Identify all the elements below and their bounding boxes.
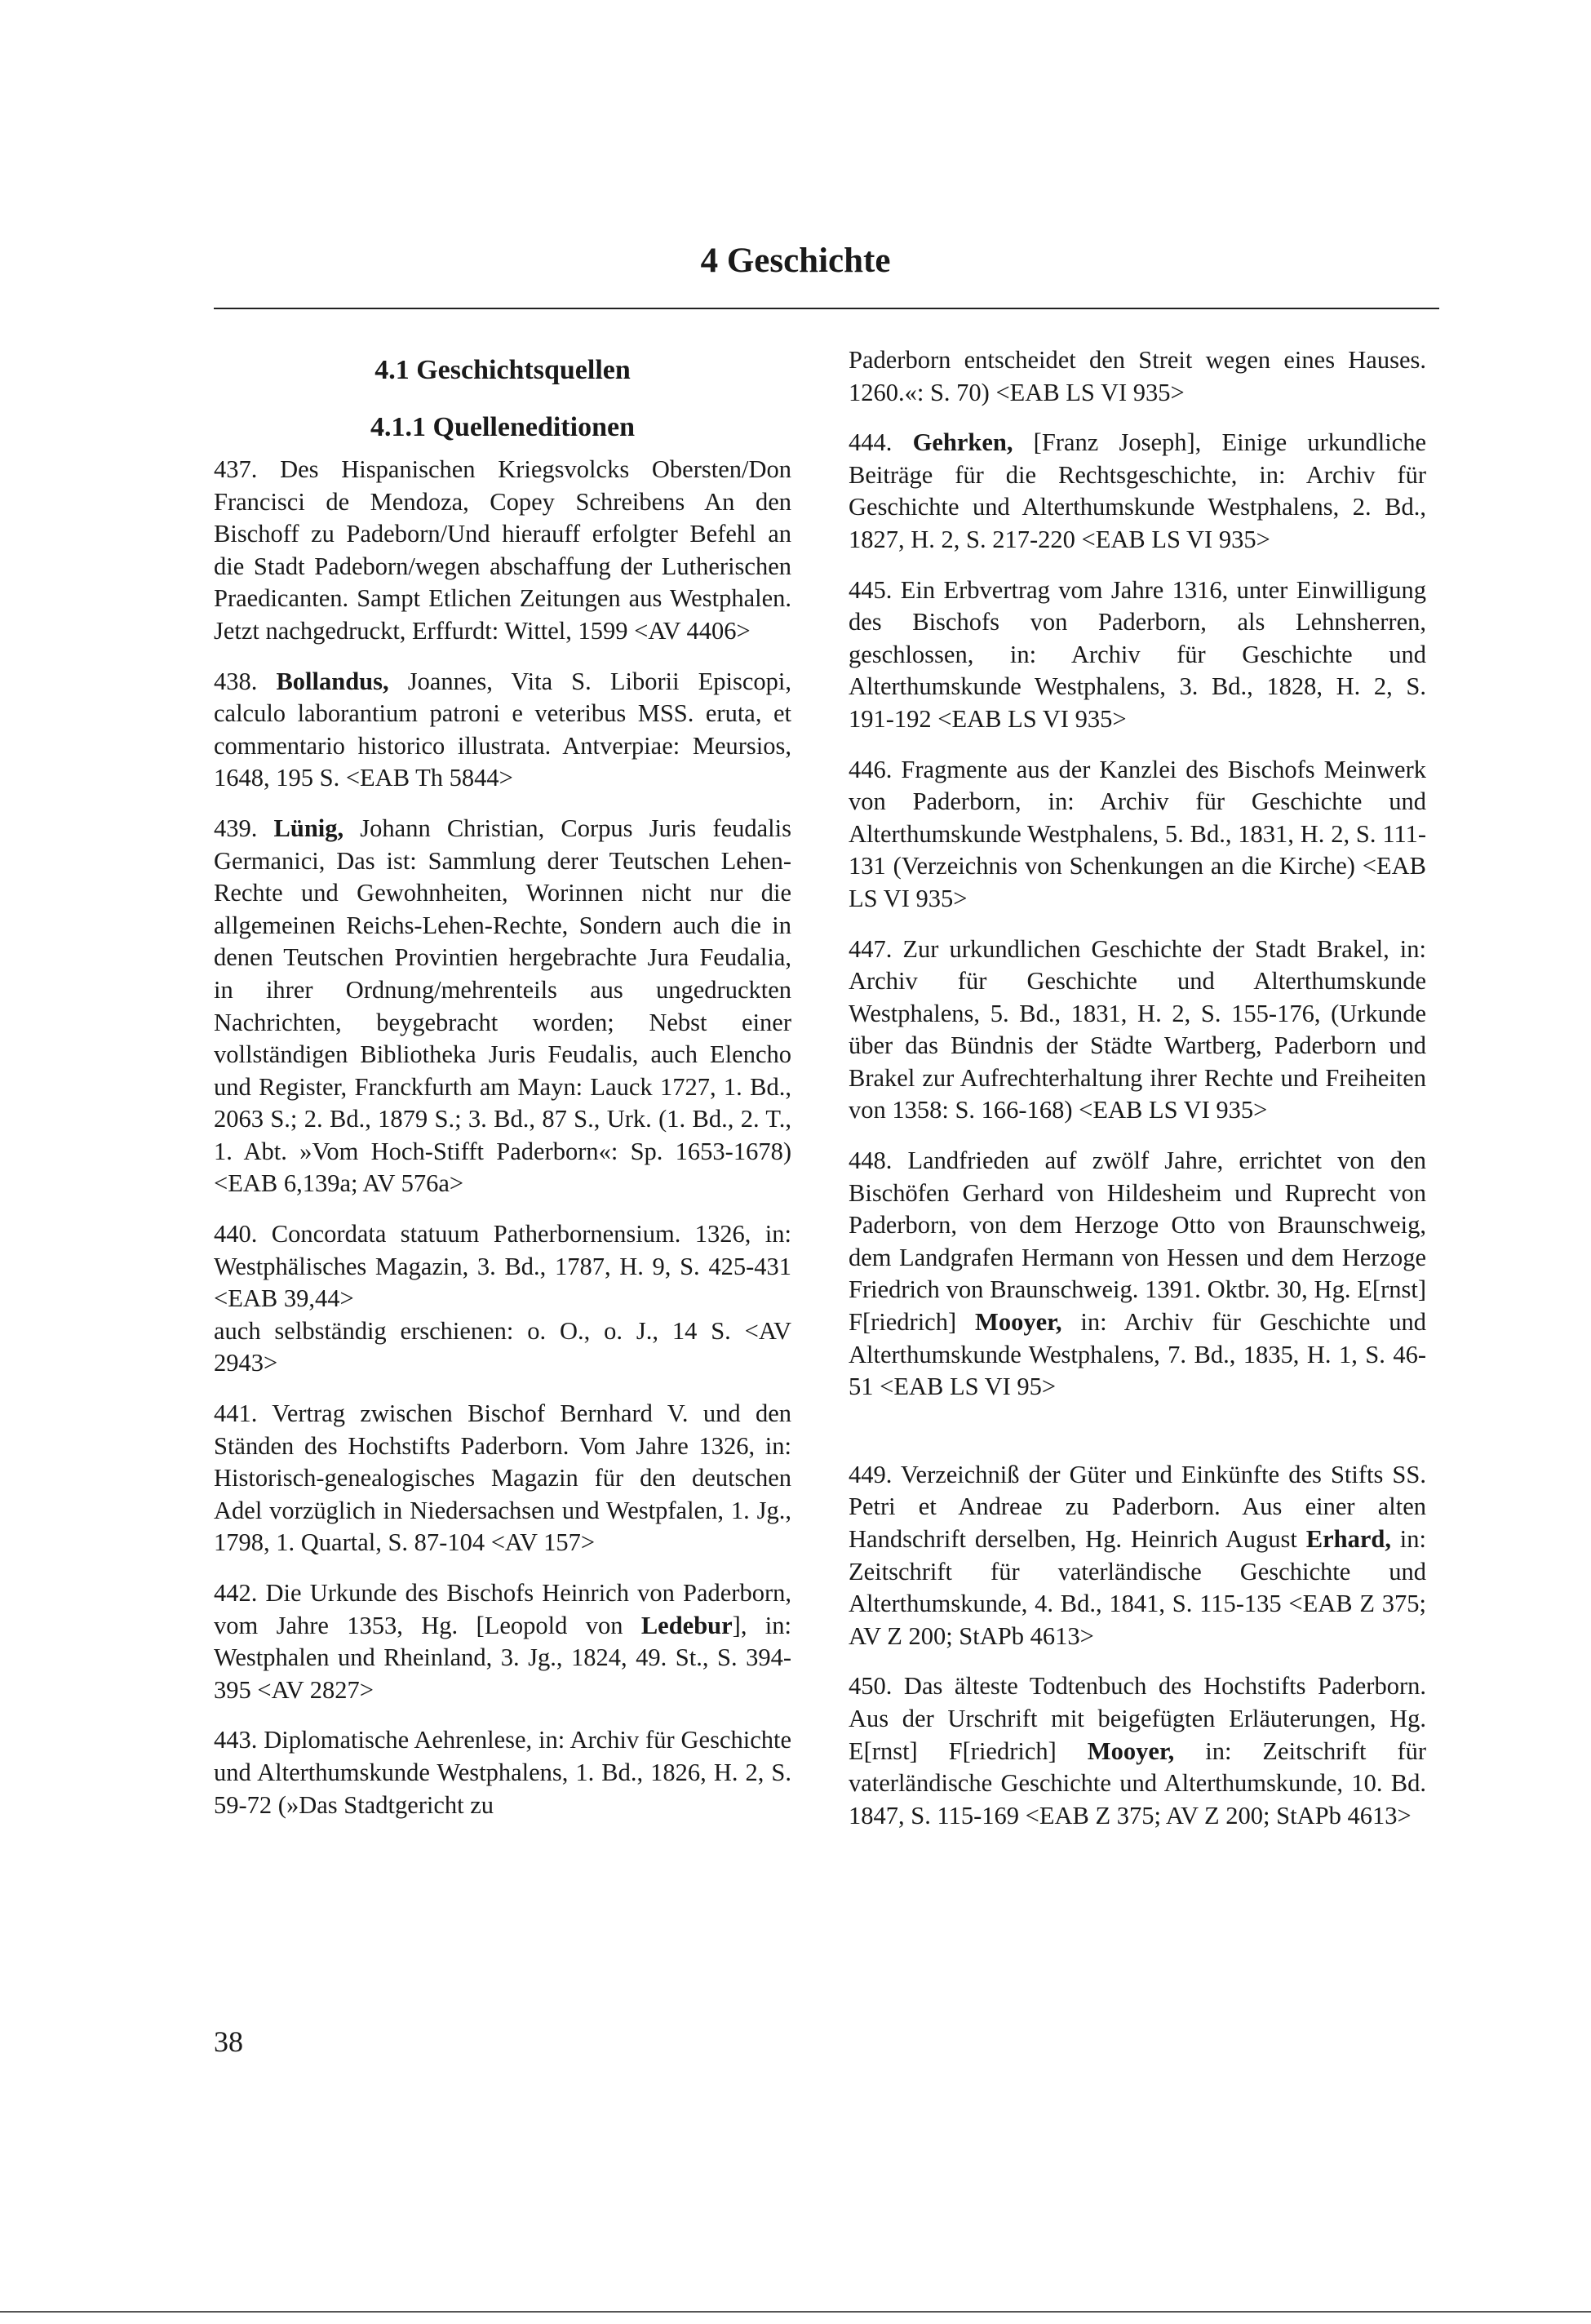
entry-444-text: [Franz Joseph], Einige urkundliche Beiträge für die Rechtsgeschichte, in: Archiv für Geschichte und Alterthumskunde Westphalens, 2. Bd., 1827, H. 2, S. 217-220 <EAB LS VI 935> bbox=[849, 428, 1427, 553]
entry-449 bbox=[849, 1459, 1426, 1653]
entry-449-text-pre: 449. Verzeichniß der Güter und Einkünfte des Stifts SS. Petri et Andreae zu Paderborn. Aus einer alten Handschrift derselben, Hg. Heinrich August bbox=[849, 1460, 1426, 1553]
entry-438-number: 438. bbox=[214, 667, 258, 695]
entry-446 bbox=[849, 754, 1426, 916]
entry-450-author: Mooyer, bbox=[1087, 1736, 1175, 1765]
entry-438-text: Joannes, Vita S. Liborii Episcopi, calculo laborantium patroni e veteribus MSS. eruta, et commentario historico illustrata. Antverpiae: Meursios, 1648, 195 S. <EAB Th 5844> bbox=[214, 667, 791, 792]
entry-445-text: 445. Ein Erbvertrag vom Jahre 1316, unter Einwilligung des Bischofs von Paderborn, als Lehnsherren, geschlossen, in: Archiv für Geschichte und Alterthumskunde Westphalens, 3. Bd., 1828, H. 2, S. 191-192 <EAB LS VI 935> bbox=[849, 575, 1426, 733]
entry-442-text-post: ], in: Westphalen und Rheinland, 3. Jg., 1824, 49. St., S. 394-395 <AV 2827> bbox=[214, 1611, 791, 1704]
entry-442-author: Ledebur bbox=[640, 1611, 733, 1639]
right-column bbox=[849, 344, 1426, 1850]
scan-bottom-edge bbox=[0, 2311, 1591, 2313]
entry-446-text: 446. Fragmente aus der Kanzlei des Bischofs Meinwerk von Paderborn, in: Archiv für Geschichte und Alterthumskunde Westphalens, 5. Bd., 1831, H. 2, S. 111-131 (Verzeichnis von Schenkungen an die Kirche) <EAB LS VI 935> bbox=[849, 755, 1426, 912]
entry-448-author: Mooyer, bbox=[975, 1308, 1062, 1337]
entry-444-author: Gehrken, bbox=[912, 428, 1013, 457]
entry-443-continuation-text: Paderborn entscheidet den Streit wegen eines Hauses. 1260.«: S. 70) <EAB LS VI 935> bbox=[849, 346, 1426, 406]
entry-439 bbox=[214, 813, 791, 1200]
entry-448-text-pre: 448. Landfrieden auf zwölf Jahre, errichtet von den Bischöfen Gerhard von Hildesheim und Ruprecht von Paderborn, von dem Herzoge Otto von Braunschweig, dem Landgrafen Hermann von Hessen und dem Herzoge Friedrich von Braunschweig. 1391. Oktbr. 30, Hg. E[rnst] F[riedrich] bbox=[849, 1146, 1426, 1337]
left-column bbox=[214, 344, 791, 1839]
entry-450-text-pre: 450. Das älteste Todtenbuch des Hochstifts Paderborn. Aus der Urschrift mit beigefügten Erläuterungen, Hg. E[rnst] F[riedrich] bbox=[849, 1672, 1426, 1765]
entry-441 bbox=[214, 1398, 791, 1559]
header-rule bbox=[214, 308, 1439, 309]
entry-438-author: Bollandus, bbox=[276, 667, 389, 695]
entry-440-text: 440. Concordata statuum Patherbornensium. 1326, in: Westphälisches Magazin, 3. Bd., 1787, H. 9, S. 425-431 <EAB 39,44> bbox=[214, 1220, 791, 1313]
entry-442-text-pre: 442. Die Urkunde des Bischofs Heinrich von Paderborn, vom Jahre 1353, Hg. [Leopold von bbox=[214, 1579, 791, 1639]
entry-437-text: 437. Des Hispanischen Kriegsvolcks Obersten/Don Francisci de Mendoza, Copey Schreibens An den Bischoff zu Padeborn/Und hierauff erfolgter Befehl an die Stadt Padeborn/wegen abschaffung der Lutherischen Praedicanten. Sampt Etlichen Zeitungen aus Westphalen. Jetzt nachgedruckt, Erffurdt: Wittel, 1599 <AV 4406> bbox=[214, 455, 791, 645]
entry-442 bbox=[214, 1577, 791, 1706]
entry-440 bbox=[214, 1218, 791, 1380]
entry-439-text: Johann Christian, Corpus Juris feudalis Germanici, Das ist: Sammlung derer Teutschen Lehen-Rechte und Gewohnheiten, Worinnen nicht nur die allgemeinen Reichs-Lehen-Rechte, Sondern auch die in denen Teutschen Provintien hergebrachte Jura Feudalia, in ihrer Ordnung/mehrenteils aus ungedruckten Nachrichten, beygebracht worden; Nebst einer vollständigen Bibliotheka Juris Feudalis, auch Elencho und Register, Franckfurth am Mayn: Lauck 1727, 1. Bd., 2063 S.; 2. Bd., 1879 S.; 3. Bd., 87 S., Urk. (1. Bd., 2. T., 1. Abt. »Vom Hoch-Stifft Paderborn«: Sp. 1653-1678) <EAB 6,139a; AV 576a> bbox=[214, 814, 791, 1198]
entry-450-text-post: in: Zeitschrift für vaterländische Geschichte und Alterthumskunde, 10. Bd. 1847, S. 115-169 <EAB Z 375; AV Z 200; StAPb 4613> bbox=[849, 1736, 1427, 1829]
entry-447-text: 447. Zur urkundlichen Geschichte der Stadt Brakel, in: Archiv für Geschichte und Alterthumskunde Westphalens, 5. Bd., 1831, H. 2, S. 155-176, (Urkunde über das Bündnis der Städte Wartberg, Paderborn und Brakel zur Aufrechterhaltung ihrer Rechte und Freiheiten von 1358: S. 166-168) <EAB LS VI 935> bbox=[849, 934, 1426, 1124]
entry-444-number: 444. bbox=[849, 428, 893, 457]
entry-437 bbox=[214, 454, 791, 648]
entry-447 bbox=[849, 934, 1426, 1128]
entry-441-text: 441. Vertrag zwischen Bischof Bernhard V. und den Ständen des Hochstifts Paderborn. Vom Jahre 1326, in: Historisch-genealogisches Magazin für den deutschen Adel vorzüglich in Niedersachsen und Westpfalen, 1. Jg., 1798, 1. Quartal, S. 87-104 <AV 157> bbox=[214, 1399, 791, 1557]
entry-448-text-post: in: Archiv für Geschichte und Alterthumskunde Westphalens, 7. Bd., 1835, H. 1, S. 46-51 <EAB LS VI 95> bbox=[849, 1308, 1427, 1401]
entry-445 bbox=[849, 574, 1426, 736]
section-heading: 4.1 Geschichtsquellen bbox=[374, 355, 631, 385]
entry-449-author: Erhard, bbox=[1305, 1525, 1391, 1553]
page-number: 38 bbox=[214, 2025, 243, 2058]
entry-438 bbox=[214, 666, 791, 795]
entry-444 bbox=[849, 427, 1426, 556]
entry-450 bbox=[849, 1670, 1426, 1832]
entry-439-number: 439. bbox=[214, 814, 258, 842]
entry-449-text-post: in: Zeitschrift für vaterländische Geschichte und Alterthumskunde, 4. Bd., 1841, S. 115-135 <EAB Z 375; AV Z 200; StAPb 4613> bbox=[849, 1525, 1426, 1650]
subsection-heading: 4.1.1 Quelleneditionen bbox=[370, 412, 635, 442]
entry-440-addendum: auch selbständig erschienen: o. O., o. J., 14 S. <AV 2943> bbox=[214, 1316, 791, 1377]
entry-448 bbox=[849, 1145, 1426, 1404]
entry-443-continuation bbox=[849, 344, 1426, 409]
entry-443-text: 443. Diplomatische Aehrenlese, in: Archiv für Geschichte und Alterthumskunde Westphalens, 1. Bd., 1826, H. 2, S. 59-72 (»Das Stadtgericht zu bbox=[214, 1726, 791, 1819]
chapter-title: 4 Geschichte bbox=[700, 242, 891, 280]
entry-439-author: Lünig, bbox=[273, 814, 344, 842]
column-gap bbox=[849, 1421, 1426, 1459]
entry-443 bbox=[214, 1724, 791, 1821]
